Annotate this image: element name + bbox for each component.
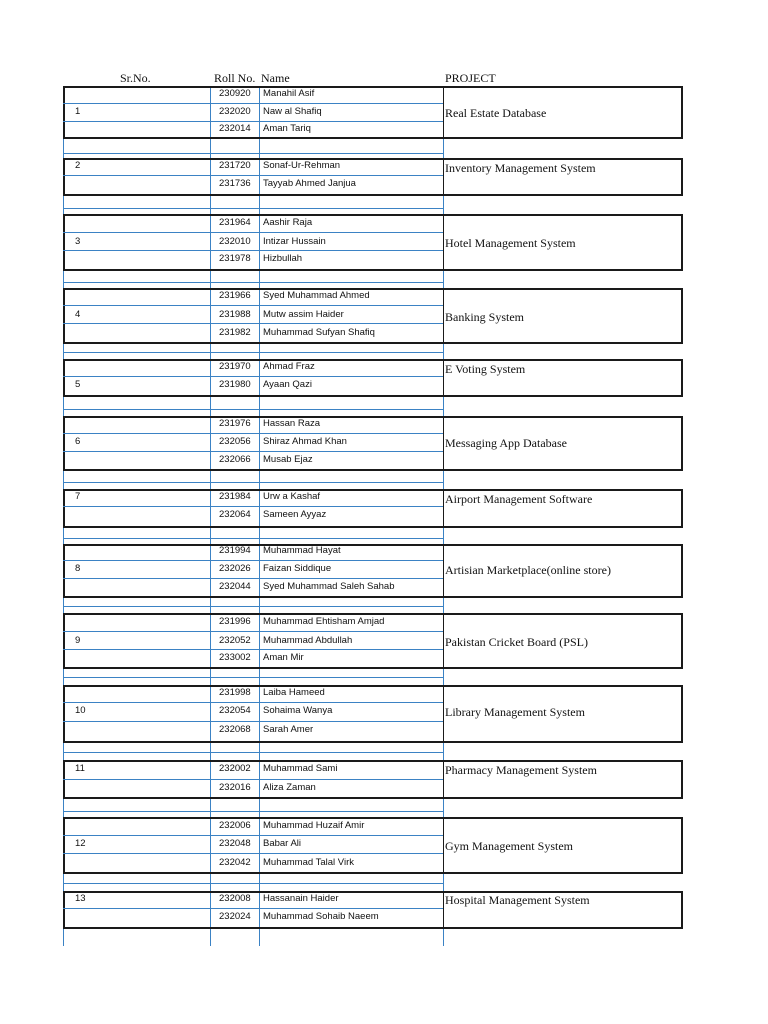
member-row-line xyxy=(63,305,443,306)
student-name: Ahmad Fraz xyxy=(263,361,315,372)
group-box xyxy=(63,359,683,397)
project-title: Airport Management Software xyxy=(445,492,593,506)
member-row-line xyxy=(63,250,443,251)
student-name: Sameen Ayyaz xyxy=(263,509,327,520)
student-name: Hassanain Haider xyxy=(263,893,339,904)
student-name: Manahil Asif xyxy=(263,88,315,99)
roll-number: 231998 xyxy=(219,687,251,698)
roll-number: 231996 xyxy=(219,616,251,627)
project-divider xyxy=(443,214,444,271)
serial-number: 7 xyxy=(75,491,81,502)
roll-number: 231970 xyxy=(219,361,251,372)
student-name: Ayaan Qazi xyxy=(263,379,312,390)
roll-number: 232044 xyxy=(219,581,251,592)
serial-number: 13 xyxy=(75,893,86,904)
roll-number: 230920 xyxy=(219,88,251,99)
roll-number: 232020 xyxy=(219,106,251,117)
project-title: Messaging App Database xyxy=(445,436,567,450)
roll-number: 232066 xyxy=(219,454,251,465)
member-row-line xyxy=(63,121,443,122)
student-name: Babar Ali xyxy=(263,838,302,849)
student-name: Aliza Zaman xyxy=(263,782,316,793)
project-divider xyxy=(443,416,444,471)
project-title: Hospital Management System xyxy=(445,893,590,907)
student-name: Sonaf-Ur-Rehman xyxy=(263,160,341,171)
member-row-line xyxy=(63,578,443,579)
header-roll-no: Roll No. xyxy=(214,71,256,85)
member-row-line xyxy=(63,433,443,434)
roll-number: 231976 xyxy=(219,418,251,429)
member-row-line xyxy=(63,779,443,780)
member-row-line xyxy=(63,451,443,452)
group-box xyxy=(63,214,683,271)
row-gridline xyxy=(63,752,443,753)
student-name: Aman Tariq xyxy=(263,123,311,134)
roll-number: 232056 xyxy=(219,436,251,447)
row-gridline xyxy=(63,153,443,154)
group-box xyxy=(63,86,683,139)
student-name: Aashir Raja xyxy=(263,217,313,228)
member-row-line xyxy=(63,631,443,632)
project-divider xyxy=(443,86,444,139)
roll-number: 232054 xyxy=(219,705,251,716)
group-box xyxy=(63,891,683,929)
project-title: Hotel Management System xyxy=(445,236,576,250)
roll-number: 231988 xyxy=(219,309,251,320)
project-divider xyxy=(443,891,444,929)
member-row-line xyxy=(63,103,443,104)
roll-number: 231736 xyxy=(219,178,251,189)
project-title: Library Management System xyxy=(445,705,585,719)
row-gridline xyxy=(63,282,443,283)
roll-number: 231984 xyxy=(219,491,251,502)
roll-number: 232024 xyxy=(219,911,251,922)
roll-number: 232064 xyxy=(219,509,251,520)
member-row-line xyxy=(63,721,443,722)
member-row-line xyxy=(63,376,443,377)
serial-number: 6 xyxy=(75,436,81,447)
roll-number: 231964 xyxy=(219,217,251,228)
project-divider xyxy=(443,544,444,598)
roll-number: 231966 xyxy=(219,290,251,301)
roll-number: 233002 xyxy=(219,652,251,663)
project-title: Artisian Marketplace(online store) xyxy=(445,563,611,577)
member-row-line xyxy=(63,835,443,836)
project-title: Gym Management System xyxy=(445,839,573,853)
roll-number: 232042 xyxy=(219,857,251,868)
member-row-line xyxy=(63,853,443,854)
serial-number: 12 xyxy=(75,838,86,849)
student-name: Muhammad Talal Virk xyxy=(263,857,354,868)
student-name: Shiraz Ahmad Khan xyxy=(263,436,347,447)
student-name: Muhammad Hayat xyxy=(263,545,341,556)
row-gridline xyxy=(63,883,443,884)
serial-number: 3 xyxy=(75,236,81,247)
roll-number: 232026 xyxy=(219,563,251,574)
student-name: Laiba Hameed xyxy=(263,687,325,698)
member-row-line xyxy=(63,506,443,507)
project-divider xyxy=(443,685,444,743)
student-name: Intizar Hussain xyxy=(263,236,326,247)
student-name: Sarah Amer xyxy=(263,724,314,735)
project-title: Real Estate Database xyxy=(445,106,547,120)
roll-number: 232052 xyxy=(219,635,251,646)
project-title: Pharmacy Management System xyxy=(445,763,597,777)
serial-number: 9 xyxy=(75,635,81,646)
roll-number: 231994 xyxy=(219,545,251,556)
roll-number: 232068 xyxy=(219,724,251,735)
member-row-line xyxy=(63,908,443,909)
student-name: Urw a Kashaf xyxy=(263,491,321,502)
project-divider xyxy=(443,359,444,397)
row-gridline xyxy=(63,482,443,483)
project-divider xyxy=(443,288,444,344)
serial-number: 1 xyxy=(75,106,81,117)
student-name: Hassan Raza xyxy=(263,418,321,429)
serial-number: 8 xyxy=(75,563,81,574)
header-sr-no: Sr.No. xyxy=(120,71,151,85)
student-name: Naw al Shafiq xyxy=(263,106,322,117)
serial-number: 4 xyxy=(75,309,81,320)
group-box xyxy=(63,416,683,471)
serial-number: 2 xyxy=(75,160,81,171)
row-gridline xyxy=(63,538,443,539)
project-title: Pakistan Cricket Board (PSL) xyxy=(445,635,588,649)
roll-number: 232048 xyxy=(219,838,251,849)
member-row-line xyxy=(63,702,443,703)
roll-number: 232016 xyxy=(219,782,251,793)
project-divider xyxy=(443,760,444,799)
roll-number: 231980 xyxy=(219,379,251,390)
serial-number: 10 xyxy=(75,705,86,716)
row-gridline xyxy=(63,409,443,410)
project-divider xyxy=(443,613,444,669)
member-row-line xyxy=(63,323,443,324)
project-divider xyxy=(443,158,444,196)
roll-number: 231720 xyxy=(219,160,251,171)
row-gridline xyxy=(63,811,443,812)
student-name: Sohaima Wanya xyxy=(263,705,333,716)
student-name: Muhammad Ehtisham Amjad xyxy=(263,616,385,627)
row-gridline xyxy=(63,606,443,607)
serial-number: 5 xyxy=(75,379,81,390)
student-name: Aman Mir xyxy=(263,652,304,663)
member-row-line xyxy=(63,232,443,233)
student-name: Muhammad Sufyan Shafiq xyxy=(263,327,375,338)
row-gridline xyxy=(63,352,443,353)
project-divider xyxy=(443,817,444,874)
row-gridline xyxy=(63,208,443,209)
project-divider xyxy=(443,489,444,528)
student-name: Muhammad Huzaif Amir xyxy=(263,820,365,831)
project-title: Inventory Management System xyxy=(445,161,596,175)
row-gridline xyxy=(63,677,443,678)
student-name: Muhammad Sami xyxy=(263,763,338,774)
roll-number: 232010 xyxy=(219,236,251,247)
student-name: Syed Muhammad Ahmed xyxy=(263,290,370,301)
member-row-line xyxy=(63,175,443,176)
student-name: Muhammad Sohaib Naeem xyxy=(263,911,379,922)
student-name: Faizan Siddique xyxy=(263,563,332,574)
group-box xyxy=(63,685,683,743)
roll-number: 232006 xyxy=(219,820,251,831)
group-box xyxy=(63,817,683,874)
roll-number: 231978 xyxy=(219,253,251,264)
serial-number: 11 xyxy=(75,763,85,774)
header-name: Name xyxy=(261,71,290,85)
student-name: Musab Ejaz xyxy=(263,454,313,465)
student-name: Hizbullah xyxy=(263,253,303,264)
member-row-line xyxy=(63,560,443,561)
header-project: PROJECT xyxy=(445,71,496,85)
project-title: E Voting System xyxy=(445,362,526,376)
roll-number: 232002 xyxy=(219,763,251,774)
roll-number: 232014 xyxy=(219,123,251,134)
student-name: Mutw assim Haider xyxy=(263,309,344,320)
project-title: Banking System xyxy=(445,310,525,324)
roll-number: 232008 xyxy=(219,893,251,904)
student-name: Muhammad Abdullah xyxy=(263,635,353,646)
roll-number: 231982 xyxy=(219,327,251,338)
member-row-line xyxy=(63,649,443,650)
student-name: Tayyab Ahmed Janjua xyxy=(263,178,356,189)
student-name: Syed Muhammad Saleh Sahab xyxy=(263,581,395,592)
